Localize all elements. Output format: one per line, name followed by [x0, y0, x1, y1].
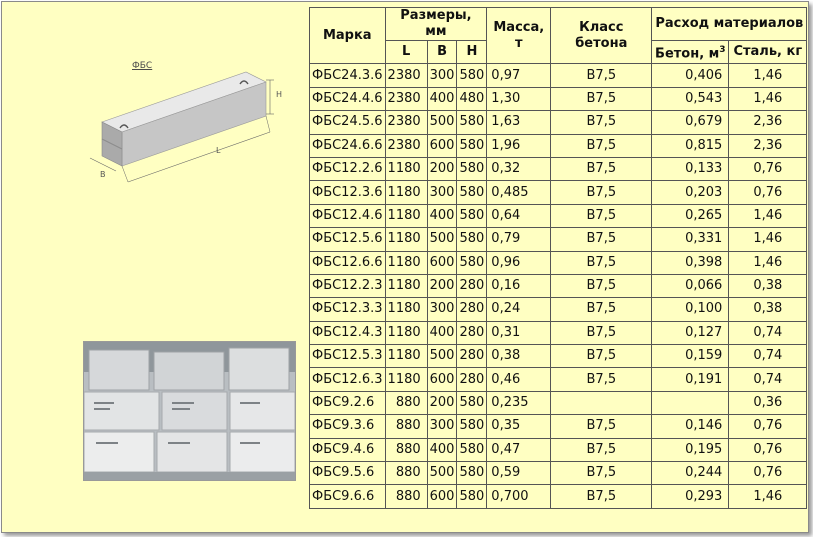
- table-row: [310, 157, 807, 180]
- cell-mass: 0,31: [487, 321, 551, 344]
- cell-mark: ФБС12.2.6: [310, 157, 386, 180]
- cell-concrete: 0,203: [652, 181, 729, 204]
- cell-height: 580: [457, 64, 487, 87]
- cell-mark: ФБС12.5.3: [310, 345, 386, 368]
- cell-width: 200: [427, 157, 457, 180]
- cell-class: B7,5: [551, 251, 652, 274]
- cell-height: 580: [457, 415, 487, 438]
- cell-mark: ФБС12.4.6: [310, 204, 386, 227]
- cell-length: 2380: [385, 111, 427, 134]
- header-mass-label: Масса, т: [493, 19, 545, 51]
- cell-width: 500: [427, 462, 457, 485]
- cell-height: 580: [457, 204, 487, 227]
- cell-length: 880: [385, 391, 427, 414]
- table-row: [310, 134, 807, 157]
- cell-length: 1180: [385, 321, 427, 344]
- stacked-blocks-image: [84, 342, 295, 480]
- spec-table: [309, 7, 807, 509]
- header-concrete-volume-label: Бетон, м: [655, 46, 720, 62]
- cell-class: B7,5: [551, 438, 652, 461]
- cell-width: 300: [427, 181, 457, 204]
- cell-class: B7,5: [551, 204, 652, 227]
- cell-steel: 1,46: [729, 64, 807, 87]
- cell-mass: 1,96: [487, 134, 551, 157]
- cell-height: 280: [457, 345, 487, 368]
- table-row: [310, 181, 807, 204]
- header-consumption: [652, 8, 807, 41]
- cell-concrete: 0,398: [652, 251, 729, 274]
- cell-length: 1180: [385, 368, 427, 391]
- cell-width: 300: [427, 415, 457, 438]
- cell-mark: ФБС12.6.6: [310, 251, 386, 274]
- cell-class: B7,5: [551, 157, 652, 180]
- table-row: [310, 438, 807, 461]
- cell-steel: 0,74: [729, 345, 807, 368]
- cell-height: 280: [457, 298, 487, 321]
- header-consumption-label: Расход материалов: [655, 16, 804, 31]
- cell-height: 580: [457, 111, 487, 134]
- cell-height: 580: [457, 134, 487, 157]
- header-h: H: [457, 41, 487, 64]
- dimension-h-label: H: [276, 90, 283, 99]
- cell-height: 280: [457, 321, 487, 344]
- cell-mark: ФБС12.6.3: [310, 368, 386, 391]
- cell-steel: 2,36: [729, 134, 807, 157]
- cell-height: 580: [457, 438, 487, 461]
- cell-mass: 0,79: [487, 228, 551, 251]
- header-b: B: [427, 41, 457, 64]
- cell-height: 580: [457, 251, 487, 274]
- cell-length: 1180: [385, 345, 427, 368]
- cell-length: 1180: [385, 298, 427, 321]
- cell-class: B7,5: [551, 415, 652, 438]
- cell-mass: 1,63: [487, 111, 551, 134]
- cell-class: B7,5: [551, 321, 652, 344]
- header-concrete-volume: [652, 41, 729, 64]
- cell-width: 500: [427, 345, 457, 368]
- cell-mass: 1,30: [487, 87, 551, 110]
- header-l: L: [385, 41, 427, 64]
- cell-height: 580: [457, 485, 487, 508]
- cell-concrete: 0,406: [652, 64, 729, 87]
- cell-height: 580: [457, 462, 487, 485]
- cell-mark: ФБС12.3.3: [310, 298, 386, 321]
- cell-class: B7,5: [551, 462, 652, 485]
- cell-mass: 0,700: [487, 485, 551, 508]
- dimension-l-label: L: [216, 146, 221, 155]
- cell-length: 880: [385, 462, 427, 485]
- header-sizes-label: Размеры, мм: [400, 8, 472, 39]
- table-row: [310, 87, 807, 110]
- cell-mark: ФБС9.5.6: [310, 462, 386, 485]
- cell-concrete: 0,679: [652, 111, 729, 134]
- cell-class: [551, 391, 652, 414]
- table-row: [310, 345, 807, 368]
- block-drawing-icon: [80, 58, 295, 198]
- cell-steel: 0,38: [729, 274, 807, 297]
- cell-concrete: 0,195: [652, 438, 729, 461]
- header-concrete-class-label: Класс бетона: [575, 19, 628, 51]
- cell-length: 2380: [385, 134, 427, 157]
- cell-steel: 0,76: [729, 462, 807, 485]
- header-mark: Марка: [310, 8, 386, 64]
- cell-concrete: 0,815: [652, 134, 729, 157]
- header-steel: Сталь, кг: [729, 41, 807, 64]
- cell-mass: 0,97: [487, 64, 551, 87]
- cell-width: 500: [427, 228, 457, 251]
- cell-concrete: 0,265: [652, 204, 729, 227]
- cell-width: 400: [427, 204, 457, 227]
- cell-mass: 0,24: [487, 298, 551, 321]
- cell-concrete: 0,146: [652, 415, 729, 438]
- table-row: [310, 204, 807, 227]
- table-body: [310, 64, 807, 508]
- cell-class: B7,5: [551, 485, 652, 508]
- table-row: [310, 485, 807, 508]
- cell-mark: ФБС9.3.6: [310, 415, 386, 438]
- cell-steel: 1,46: [729, 204, 807, 227]
- cell-mass: 0,59: [487, 462, 551, 485]
- cell-length: 1180: [385, 274, 427, 297]
- cell-steel: 0,76: [729, 415, 807, 438]
- table-row: [310, 228, 807, 251]
- blocks-photo: [83, 341, 296, 481]
- cell-width: 600: [427, 368, 457, 391]
- cell-concrete: 0,293: [652, 485, 729, 508]
- cell-length: 2380: [385, 87, 427, 110]
- header-concrete-volume-sup: 3: [719, 45, 726, 56]
- cell-mass: 0,64: [487, 204, 551, 227]
- cell-length: 880: [385, 485, 427, 508]
- cell-steel: 1,46: [729, 87, 807, 110]
- cell-mass: 0,32: [487, 157, 551, 180]
- header-sizes: [385, 8, 487, 41]
- cell-length: 1180: [385, 181, 427, 204]
- cell-steel: 1,46: [729, 228, 807, 251]
- cell-width: 300: [427, 64, 457, 87]
- cell-mark: ФБС9.6.6: [310, 485, 386, 508]
- cell-mark: ФБС9.2.6: [310, 391, 386, 414]
- cell-concrete: 0,159: [652, 345, 729, 368]
- cell-mass: 0,16: [487, 274, 551, 297]
- cell-height: 280: [457, 368, 487, 391]
- cell-width: 600: [427, 134, 457, 157]
- table-row: [310, 368, 807, 391]
- cell-height: 580: [457, 157, 487, 180]
- table-row: [310, 64, 807, 87]
- table-row: [310, 298, 807, 321]
- cell-class: B7,5: [551, 228, 652, 251]
- cell-mark: ФБС9.4.6: [310, 438, 386, 461]
- cell-mark: ФБС24.6.6: [310, 134, 386, 157]
- cell-mark: ФБС24.4.6: [310, 87, 386, 110]
- cell-concrete: [652, 391, 729, 414]
- diagram-caption: ФБС: [132, 61, 153, 71]
- table-row: [310, 111, 807, 134]
- cell-width: 400: [427, 87, 457, 110]
- cell-mark: ФБС24.5.6: [310, 111, 386, 134]
- cell-mass: 0,46: [487, 368, 551, 391]
- cell-concrete: 0,127: [652, 321, 729, 344]
- cell-class: B7,5: [551, 345, 652, 368]
- cell-mass: 0,47: [487, 438, 551, 461]
- cell-class: B7,5: [551, 181, 652, 204]
- cell-height: 580: [457, 228, 487, 251]
- cell-mark: ФБС12.3.6: [310, 181, 386, 204]
- cell-height: 280: [457, 274, 487, 297]
- table-row: [310, 462, 807, 485]
- cell-class: B7,5: [551, 134, 652, 157]
- cell-steel: 0,38: [729, 298, 807, 321]
- cell-height: 580: [457, 181, 487, 204]
- cell-width: 400: [427, 438, 457, 461]
- dimension-b-label: B: [100, 170, 106, 179]
- cell-steel: 0,76: [729, 157, 807, 180]
- cell-length: 880: [385, 415, 427, 438]
- cell-steel: 0,74: [729, 368, 807, 391]
- table-row: [310, 274, 807, 297]
- cell-length: 1180: [385, 157, 427, 180]
- cell-mass: 0,96: [487, 251, 551, 274]
- cell-concrete: 0,191: [652, 368, 729, 391]
- cell-mark: ФБС12.2.3: [310, 274, 386, 297]
- table-row: [310, 251, 807, 274]
- cell-width: 600: [427, 251, 457, 274]
- header-mass: [487, 8, 551, 64]
- cell-class: B7,5: [551, 87, 652, 110]
- cell-steel: 0,76: [729, 181, 807, 204]
- header-concrete-class: [551, 8, 652, 64]
- cell-mark: ФБС12.4.3: [310, 321, 386, 344]
- cell-mark: ФБС12.5.6: [310, 228, 386, 251]
- block-diagram: [80, 58, 295, 198]
- cell-length: 1180: [385, 204, 427, 227]
- cell-steel: 2,36: [729, 111, 807, 134]
- cell-width: 500: [427, 111, 457, 134]
- cell-mass: 0,38: [487, 345, 551, 368]
- cell-steel: 0,74: [729, 321, 807, 344]
- cell-length: 2380: [385, 64, 427, 87]
- table-row: [310, 321, 807, 344]
- cell-mass: 0,235: [487, 391, 551, 414]
- table-row: [310, 415, 807, 438]
- cell-class: B7,5: [551, 298, 652, 321]
- cell-length: 1180: [385, 251, 427, 274]
- cell-steel: 1,46: [729, 485, 807, 508]
- cell-height: 580: [457, 391, 487, 414]
- cell-steel: 0,36: [729, 391, 807, 414]
- cell-length: 880: [385, 438, 427, 461]
- cell-width: 200: [427, 274, 457, 297]
- cell-width: 600: [427, 485, 457, 508]
- cell-width: 200: [427, 391, 457, 414]
- cell-mass: 0,35: [487, 415, 551, 438]
- cell-concrete: 0,331: [652, 228, 729, 251]
- cell-width: 300: [427, 298, 457, 321]
- cell-class: B7,5: [551, 368, 652, 391]
- cell-steel: 1,46: [729, 251, 807, 274]
- cell-concrete: 0,244: [652, 462, 729, 485]
- table-row: [310, 391, 807, 414]
- cell-width: 400: [427, 321, 457, 344]
- cell-class: B7,5: [551, 64, 652, 87]
- cell-mark: ФБС24.3.6: [310, 64, 386, 87]
- cell-concrete: 0,133: [652, 157, 729, 180]
- cell-steel: 0,76: [729, 438, 807, 461]
- cell-class: B7,5: [551, 274, 652, 297]
- cell-length: 1180: [385, 228, 427, 251]
- cell-concrete: 0,543: [652, 87, 729, 110]
- cell-concrete: 0,066: [652, 274, 729, 297]
- cell-height: 480: [457, 87, 487, 110]
- cell-mass: 0,485: [487, 181, 551, 204]
- cell-concrete: 0,100: [652, 298, 729, 321]
- cell-class: B7,5: [551, 111, 652, 134]
